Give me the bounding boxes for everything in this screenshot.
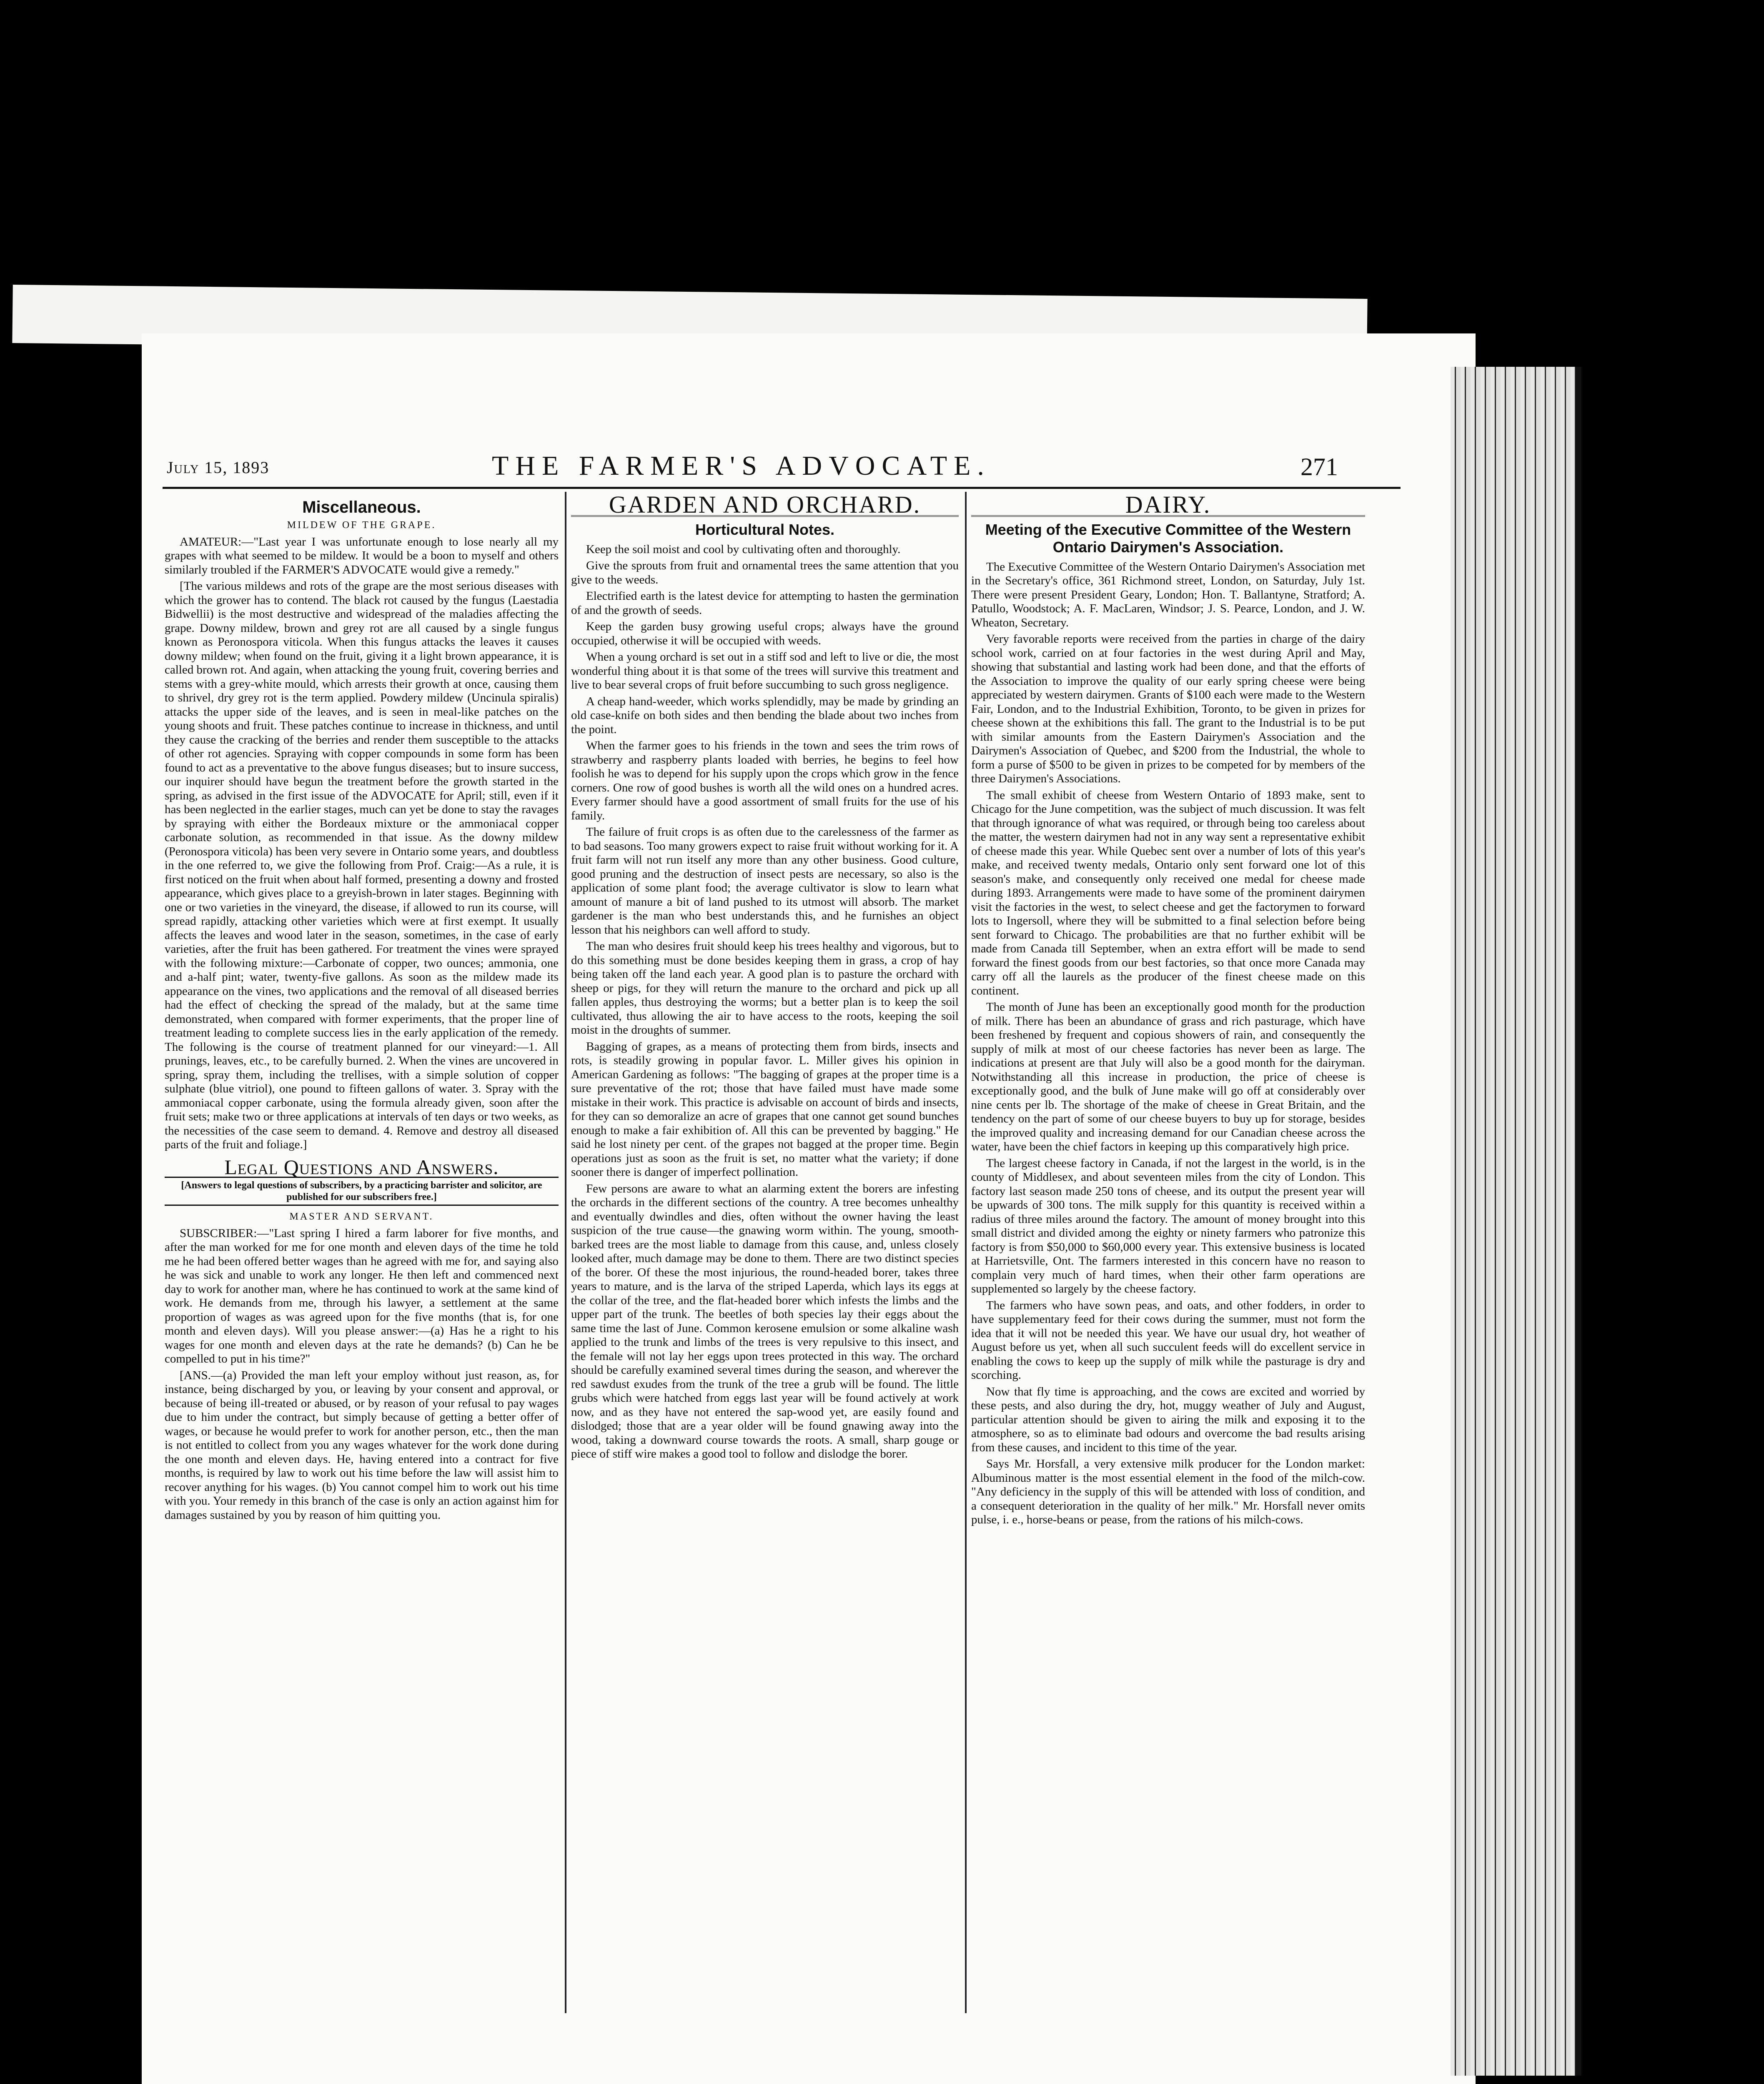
- article-paragraph: Bagging of grapes, as a means of protecting them from birds, insects and rots, is steadily growing in popular favor. L. Miller gives his opinion in American Gardening as follows: "The bagging of grapes at the proper time is a sure preventative of the rot; those that have failed must have made some mistake in their work. This practice is advisable on account of birds and insects, for they can so demoralize an acre of grapes that one cannot get sound bunches enough to make a fair exhibition of. All this can be prevented by bagging." He said he lost ninety per cent. of the grapes not bagged at the proper time. Begin operations just as soon as the fruit is set, no matter what the variety; if done sooner there is danger of imperfect pollination.: [571, 1039, 959, 1179]
- article-paragraph: Very favorable reports were received from the parties in charge of the dairy school work, carried on at four factories in the west during April and May, showing that substantial and lasting work had been done, and that the efforts of the Association to improve the quality of our early spring cheese were being appreciated by western dairymen. Grants of $100 each were made to the Western Fair, London, and to the Industrial Exhibition, Toronto, to be given in prizes for cheese shown at the exhibitions this fall. The grant to the Industrial is to be put with similar amounts from the Eastern Dairymen's Association and the Dairymen's Association of Quebec, and $200 from the Industrial, the whole to form a purse of $500 to be given in prizes to be competed for by members of the three Dairymen's Associations.: [971, 632, 1365, 785]
- column-rule-1: [565, 492, 566, 2013]
- article-paragraph: The man who desires fruit should keep his trees healthy and vigorous, but to do this something must be done besides keeping them in grass, a crop of hay being taken off the land each year. A good plan is to pasture the orchard with sheep or pigs, for they will return the manure to the orchard and pick up all fallen apples, thus destroying the worms; but a better plan is to keep the soil cultivated, thus allowing the air to have access to the roots, keeping the soil moist in the droughts of summer.: [571, 939, 959, 1037]
- article-paragraph: The small exhibit of cheese from Western Ontario of 1893 make, sent to Chicago for the June competition, was the subject of much discussion. It was felt that through ignorance of what was required, or through being too careless about the matter, the western dairymen had not in any way sent a representative exhibit of cheese made this year. While Quebec sent over a number of lots of this year's make, and received twenty medals, Ontario only sent forward one lot of this season's make, and consequently only received one medal for cheese made during 1893. Arrangements were made to have some of the prominent dairymen visit the factories in the west, to select cheese and get the factorymen to forward lots to Ingersoll, where they will be submitted to a final selection before being sent forward to Chicago. The probabilities are that no further exhibit will be made from Canada till September, when an extra effort will be made to send forward the finest goods from our best factories, so that once more Canada may carry off all the laurels as the producer of the finest cheese made on this continent.: [971, 788, 1365, 997]
- column-rule-2: [965, 492, 967, 2013]
- book-page-edges: [1451, 367, 1581, 2076]
- article-subtitle-master-servant: MASTER AND SERVANT.: [289, 1211, 434, 1222]
- column-garden-orchard: [571, 491, 959, 1464]
- article-subtitle-horticultural: Horticultural Notes.: [695, 521, 835, 538]
- page-header: [167, 450, 1417, 483]
- section-title-legal: Legal Questions and Answers.: [224, 1155, 499, 1179]
- section-title-garden-orchard: GARDEN AND ORCHARD.: [571, 498, 959, 517]
- article-paragraph: Says Mr. Horsfall, a very extensive milk producer for the London market: Albuminous matter is the most essential element in the food of the milch-cow. "Any deficiency in the supply of this will be attended with loss of condition, and a consequent deterioration in the quality of her milk." Mr. Horsfall never omits pulse, i. e., horse-beans or pease, from the rations of his milch-cows.: [971, 1457, 1365, 1526]
- header-rule: [163, 487, 1401, 489]
- article-paragraph: Keep the soil moist and cool by cultivating often and thoroughly.: [586, 542, 901, 556]
- article-paragraph: SUBSCRIBER:—"Last spring I hired a farm laborer for five months, and after the man worked for me for one month and eleven days of the time he told me he had been offered better wages than he agreed with me for, and saying also he was sick and unable to work any longer. He then left and commenced next day to work for another man, where he has continued to work at the same kind of work. He demands from me, through his lawyer, a settlement at the same proportion of wages as was agreed upon for the five months (that is, for one month and eleven days). Will you please answer:—(a) Has he a right to his wages for one month and eleven days at the rate he demands? (b) Can he be compelled to put in his time?": [165, 1226, 559, 1365]
- article-subtitle-mildew: MILDEW OF THE GRAPE.: [287, 520, 436, 531]
- article-paragraph: A cheap hand-weeder, which works splendidly, may be made by grinding an old case-knife on both sides and then bending the blade about two inches from the point.: [571, 694, 959, 736]
- column-miscellaneous: [165, 496, 559, 1525]
- article-paragraph: When a young orchard is set out in a stiff sod and left to live or die, the most wonderful thing about it is that some of the trees will survive this treatment and live to bear several crops of fruit before succumbing to such gross negligence.: [571, 650, 959, 691]
- article-paragraph: The Executive Committee of the Western Ontario Dairymen's Association met in the Secretary's office, 361 Richmond street, London, on Saturday, July 1st. There were present President Geary, London; Hon. T. Ballantyne, Stratford; A. Patullo, Woodstock; A. F. MacLaren, Windsor; J. S. Pearce, London, and J. W. Wheaton, Secretary.: [971, 560, 1365, 629]
- article-paragraph: AMATEUR:—"Last year I was unfortunate enough to lose nearly all my grapes with what seemed to be mildew. It would be a boon to myself and others similarly troubled if the FARMER'S ADVOCATE would give a remedy.": [165, 535, 559, 576]
- section-title-miscellaneous: Miscellaneous.: [302, 498, 421, 516]
- header-date: July 15, 1893: [167, 458, 270, 477]
- article-paragraph: The farmers who have sown peas, and oats, and other fodders, in order to have supplementary feed for their cows during the summer, must not form the idea that it will not be needed this year. We have our usual dry, hot weather of August before us yet, when all such succulent feeds will do excellent service in enabling the cows to keep up the supply of milk while the pasturage is dry and scorching.: [971, 1298, 1365, 1382]
- article-paragraph: [The various mildews and rots of the grape are the most serious diseases with which the grower has to contend. The black rot caused by the fungus (Laestadia Bidwellii) is the most destructive and widespread of the maladies affecting the grape. Downy mildew, brown and grey rot are all caused by a single fungus known as Peronospora viticola. When this fungus attacks the leaves it causes downy mildew; when found on the fruit, giving it a light brown appearance, it is called brown rot. And again, when attacking the young fruit, covering berries and stems with a grey-white mould, which arrests their growth at once, causing them to shrivel, dry grey rot is the term applied. Powdery mildew (Uncinula spiralis) attacks the upper side of the leaves, and is seen in meal-like patches on the young shoots and fruit. These patches continue to increase in thickness, and until they cause the cracking of the berries and render them susceptible to the attacks of other rot agencies. Spraying with copper compounds in some form has been found to act as a preventative to the above fungus diseases; but to insure success, our inquirer should have begun the treatment before the growth started in the spring, as advised in the first issue of the ADVOCATE for April; still, even if it has been neglected in the earlier stages, much can yet be done to stay the ravages by spraying with either the Bordeaux mixture or the ammoniacal copper carbonate solution, as recommended in that issue. As the downy mildew (Peronospora viticola) has been very severe in Ontario some years, and doubtless in the one referred to, we give the following from Prof. Craig:—As a rule, it is first noticed on the fruit when about half formed, presenting a downy and frosted appearance, which gives place to a greyish-brown in later stages. Beginning with one or two varieties in the vineyard, the disease, if allowed to run its course, will spread rapidly, attacking other varieties which were at first exempt. It usually affects the leaves and wood later in the season, sometimes, in the case of early varieties, after the fruit has been gathered. For treatment the vines were sprayed with the following mixture:—Carbonate of copper, two ounces; ammonia, one and a-half pint; water, twenty-five gallons. As soon as the mildew made its appearance on the vines, two applications and the removal of all diseased berries had the effect of checking the spread of the malady, but at the same time demonstrated, when compared with former experiments, that the proper line of treatment leading to complete success lies in the early application of the remedy. The following is the course of treatment planned for our vineyard:—1. All prunings, leaves, etc., to be carefully burned. 2. When the vines are uncovered in spring, spray them, including the trellises, with a simple solution of copper sulphate (blue vitriol), one pound to fifteen gallons of water. 3. Spray with the ammoniacal copper carbonate, using the formula already given, soon after the fruit sets; make two or three applications at intervals of ten days or two weeks, as the necessities of the case seem to demand. 4. Remove and destroy all diseased parts of the fruit and foliage.]: [165, 579, 559, 1151]
- article-paragraph: Few persons are aware to what an alarming extent the borers are infesting the orchards in the different sections of the country. A tree becomes unhealthy and eventually dwindles and dies, often without the owner having the least suspicion of the true cause—the gnawing worm within. The young, smooth-barked trees are the most liable to damage from this cause, and, unless closely looked after, much damage may be done to them. There are two distinct species of the borer. Of these the most injurious, the round-headed borer, takes three years to mature, and is the larva of the striped Laperda, which lays its eggs at the collar of the tree, and the flat-headed borer which infests the limbs and the upper part of the trunk. The beetles of both species lay their eggs about the same time the last of June. Common kerosene emulsion or some alkaline wash applied to the trunk and limbs of the trees is very repulsive to this insect, and the female will not lay her eggs upon trees protected in this way. The orchard should be carefully examined several times during the season, and wherever the red sawdust exudes from the trunk of the tree a grub will be found. The little grubs which were hatched from eggs last year will be found actively at work now, and as they have not entered the sap-wood yet, are easily found and dislodged; those that are a year older will be found gnawing away into the wood, taking a downward course towards the roots. A small, sharp gouge or piece of stiff wire makes a good tool to follow and dislodge the borer.: [571, 1182, 959, 1460]
- article-paragraph: Electrified earth is the latest device for attempting to hasten the germination of and the growth of seeds.: [571, 589, 959, 617]
- section-title-dairy: DAIRY.: [971, 498, 1365, 517]
- article-paragraph: Now that fly time is approaching, and the cows are excited and worried by these pests, and also during the dry, hot, muggy weather of July and August, particular attention should be given to airing the milk and exposing it to the atmosphere, so as to eliminate bad odours and overcome the bad results arising from these causes, and incident to this time of the year.: [971, 1385, 1365, 1454]
- article-subtitle-executive-meeting: Meeting of the Executive Committee of the Western Ontario Dairymen's Association.: [985, 521, 1351, 556]
- article-paragraph: Give the sprouts from fruit and ornamental trees the same attention that you give to the weeds.: [571, 559, 959, 586]
- column-dairy: [971, 491, 1365, 1530]
- article-paragraph: The failure of fruit crops is as often due to the carelessness of the farmer as to bad seasons. Too many growers expect to raise fruit without working for it. A fruit farm will not run itself any more than any other business. Good culture, good pruning and the destruction of insect pests are necessary, so also is the application of some plant food; the average cultivator is slow to learn what amount of manure a bit of land pushed to its utmost will absorb. The market gardener is the man who best understands this, and he furnishes an object lesson that his neighbors can well afford to study.: [571, 825, 959, 937]
- article-paragraph: Keep the garden busy growing useful crops; always have the ground occupied, otherwise it will be occupied with weeds.: [571, 620, 959, 647]
- article-paragraph: [ANS.—(a) Provided the man left your employ without just reason, as, for instance, being discharged by you, or leaving by your consent and approval, or because of being ill-treated or abused, or by reason of your refusal to pay wages due to him under the contract, but simply because of getting a better offer of wages, or because he would prefer to work for another person, etc., then the man is not entitled to collect from you any wages whatever for the work done during the one month and eleven days. He, having entered into a contract for five months, is required by law to work out his time before the law will assist him to recover anything for his wages. (b) You cannot compel him to work out his time with you. Your remedy in this branch of the case is only an action against him for damages sustained by you by reason of him quitting you.: [165, 1368, 559, 1522]
- page-number: 271: [1300, 453, 1338, 481]
- article-paragraph: The month of June has been an exceptionally good month for the production of milk. There has been an abundance of grass and rich pasturage, which have been freshened by frequent and copious showers of rain, and consequently the supply of milk at most of our cheese factories has never been as large. The indications at present are that July will also be a good month for the dairyman. Notwithstanding all this increase in production, the price of cheese is exceptionally good, and the bulk of June make will go off at considerably over nine cents per lb. The shortage of the make of cheese in Great Britain, and the tendency on the part of some of our cheese buyers to buy up for storage, besides the improved quality and increasing demand for our Canadian cheese across the water, have been the chief factors in keeping up this comparatively high price.: [971, 1000, 1365, 1153]
- article-paragraph: The largest cheese factory in Canada, if not the largest in the world, is in the county of Middlesex, and about seventeen miles from the city of London. This factory last season made 250 tons of cheese, and its output the present year will be upwards of 300 tons. The milk supply for this quantity is received within a radius of three miles around the factory. The amount of money brought into this small district and divided among the eighty or ninety farmers who patronize this factory is from $50,000 to $60,000 every year. This extensive business is located at Harrietsville, Ont. The farmers interested in this concern have no reason to complain very much of hard times, when their other farm operations are supplemented so largely by the cheese factory.: [971, 1156, 1365, 1295]
- article-paragraph: When the farmer goes to his friends in the town and sees the trim rows of strawberry and raspberry plants loaded with berries, he begins to feel how foolish he was to depend for his supply upon the crops which grow in the fence corners. One row of good bushes is worth all the wild ones on a hundred acres. Every farmer should have a good assortment of small fruits for the use of his family.: [571, 739, 959, 822]
- masthead-title: THE FARMER'S ADVOCATE.: [492, 451, 991, 481]
- legal-note: [Answers to legal questions of subscribers, by a practicing barrister and solicitor, are published for our subscribers free.]: [165, 1177, 559, 1206]
